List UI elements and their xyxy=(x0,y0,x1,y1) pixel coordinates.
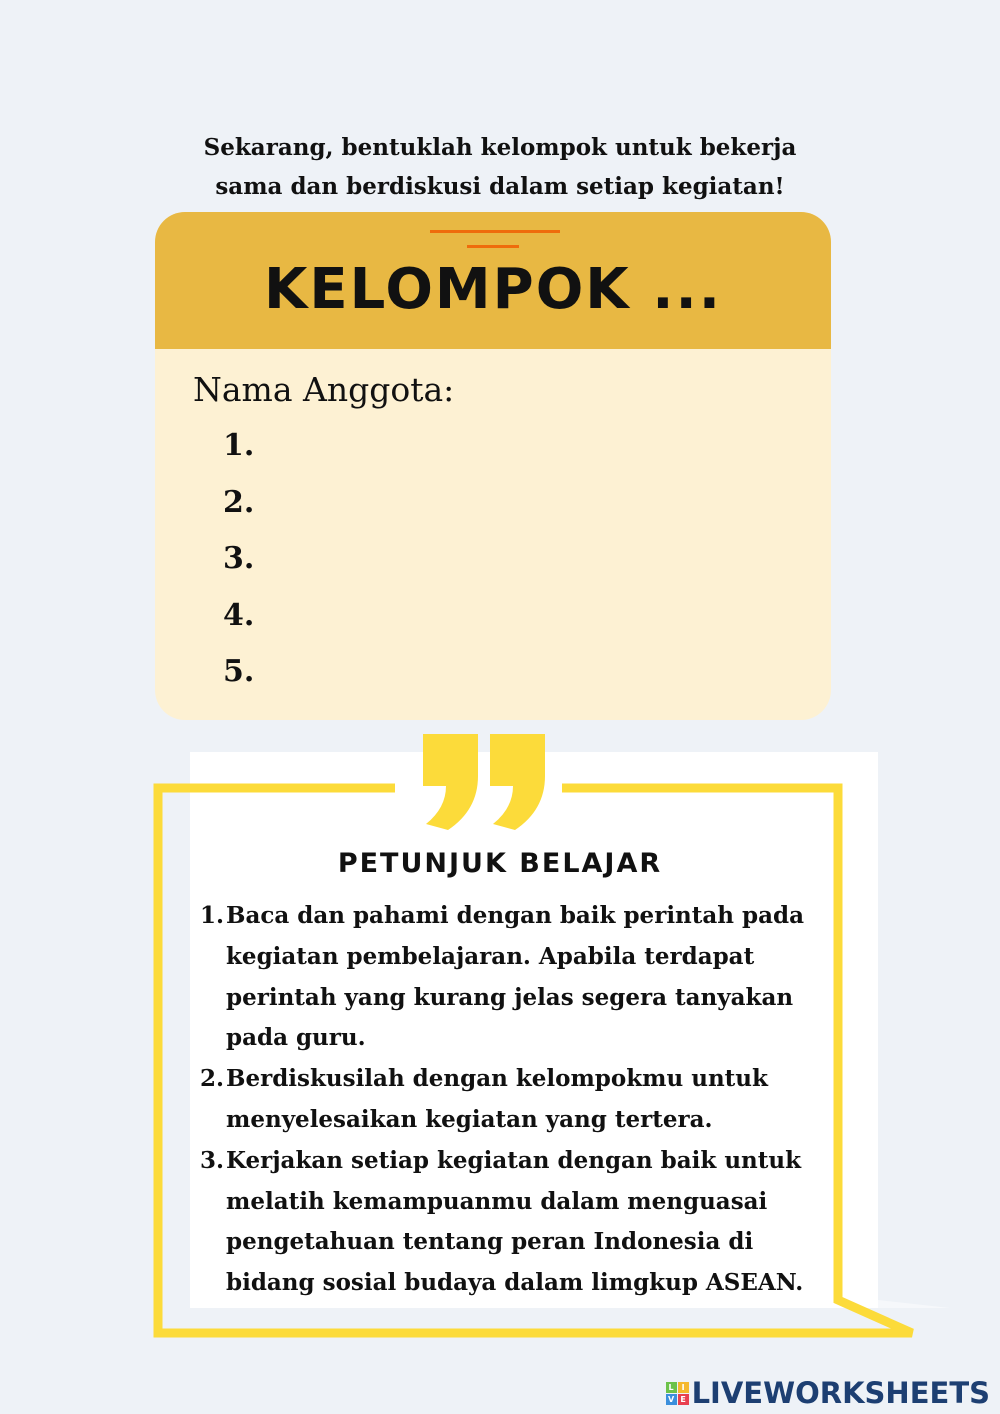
item-number: 2. xyxy=(200,1065,225,1093)
member-item: 1. xyxy=(223,428,255,463)
logo-letter: E xyxy=(678,1394,689,1405)
logo-letter: V xyxy=(666,1394,677,1405)
member-item: 2. xyxy=(223,484,255,520)
logo-letter: L xyxy=(666,1382,677,1393)
quote-icon xyxy=(423,734,545,830)
instruction-item xyxy=(200,1141,810,1304)
item-text: Baca dan pahami dengan baik perintah pada kegiatan pembelajaran. Apabila terdapat perintah yang kurang jelas segera tanyakan pada guru. xyxy=(226,902,804,1052)
liveworksheets-brand xyxy=(666,1376,990,1410)
member-item: 5. xyxy=(223,654,255,689)
instruction-item xyxy=(200,1059,810,1141)
member-item: 3. xyxy=(223,541,255,576)
group-title: KELOMPOK ... xyxy=(263,257,723,322)
logo-letter: I xyxy=(678,1382,689,1393)
item-number: 3. xyxy=(200,1146,225,1174)
instructions-list xyxy=(200,896,810,1304)
liveworksheets-logo-icon xyxy=(666,1382,689,1405)
intro-line-1: Sekarang, bentuklah kelompok untuk bekerja xyxy=(203,134,797,161)
member-item: 4. xyxy=(223,597,255,633)
instruction-item xyxy=(200,896,810,1059)
members-label: Nama Anggota: xyxy=(193,370,455,409)
brand-name: LIVEWORKSHEETS xyxy=(691,1376,990,1410)
item-text: Berdiskusilah dengan kelompokmu untuk menyelesaikan kegiatan yang tertera. xyxy=(226,1065,768,1133)
item-number: 1. xyxy=(200,902,225,929)
instructions-title: PETUNJUK BELAJAR xyxy=(337,848,663,879)
intro-line-2: sama dan berdiskusi dalam setiap kegiatan! xyxy=(215,173,785,200)
item-text: Kerjakan setiap kegiatan dengan baik untuk melatih kemampuanmu dalam menguasai pengetahuan tentang peran Indonesia di bidang sosial budaya dalam limgkup ASEAN. xyxy=(226,1146,804,1297)
